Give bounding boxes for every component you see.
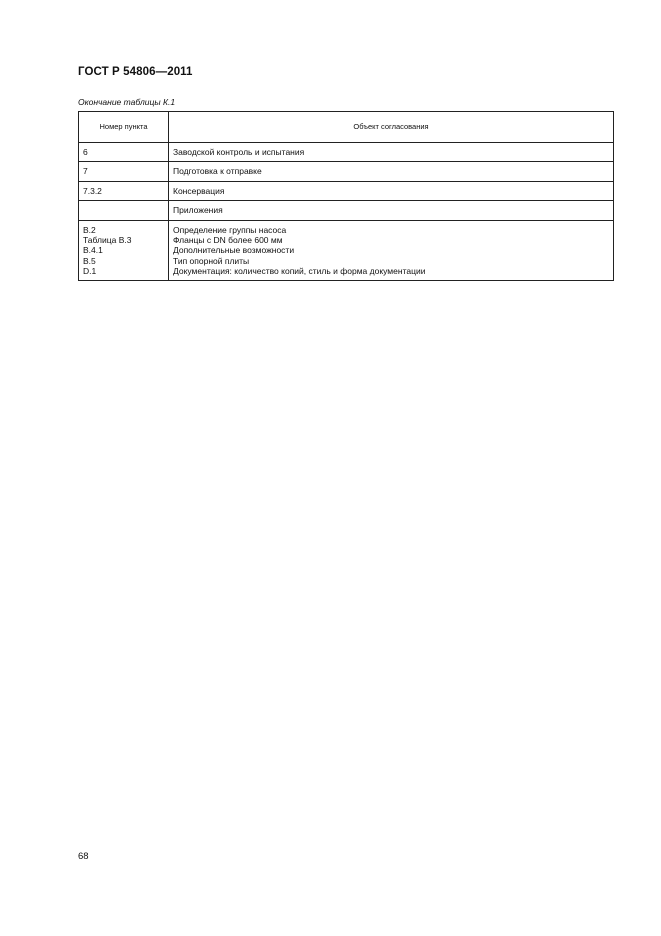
item-number: В.5 (83, 255, 96, 266)
subject-text: Приложения (173, 205, 223, 216)
subject-text: Фланцы с DN более 600 мм (173, 235, 283, 246)
table-header-row (79, 112, 614, 143)
table-row (79, 143, 614, 162)
column-header-item-number: Номер пункта (79, 112, 169, 143)
table-row (79, 181, 614, 200)
item-number-cell (79, 162, 169, 181)
subject-cell (169, 220, 614, 280)
subject-cell (169, 181, 614, 200)
item-number: В.4.1 (83, 245, 103, 256)
item-number-cell (79, 220, 169, 280)
document-title: ГОСТ Р 54806—2011 (78, 66, 193, 78)
item-number: 6 (83, 147, 88, 157)
agreement-table (78, 111, 614, 281)
subject-text: Документация: количество копий, стиль и форма документации (173, 266, 426, 277)
subject-text: Консервация (173, 185, 225, 196)
item-number: D.1 (83, 266, 97, 277)
subject-cell (169, 201, 614, 220)
column-header-subject: Объект согласования (169, 112, 614, 143)
subject-text: Тип опорной плиты (173, 255, 250, 266)
table-row (79, 201, 614, 220)
table-row (79, 220, 614, 280)
subject-text: Определение группы насоса (173, 224, 287, 235)
item-number: Таблица В.3 (83, 235, 132, 246)
page-number: 68 (78, 851, 89, 862)
subject-text: Дополнительные возможности (173, 245, 295, 256)
item-number-cell (79, 181, 169, 200)
table-caption: Окончание таблицы К.1 (78, 97, 176, 107)
subject-cell (169, 143, 614, 162)
agreement-table-container (78, 111, 614, 281)
table-row (79, 162, 614, 181)
item-number: 7 (83, 166, 88, 177)
item-number-cell (79, 201, 169, 220)
subject-cell (169, 162, 614, 181)
item-number: В.2 (83, 224, 96, 235)
item-number-cell (79, 143, 169, 162)
subject-text: Заводской контроль и испытания (173, 147, 305, 157)
item-number: 7.3.2 (83, 185, 102, 196)
item-number (83, 205, 164, 215)
subject-text: Подготовка к отправке (173, 166, 262, 177)
